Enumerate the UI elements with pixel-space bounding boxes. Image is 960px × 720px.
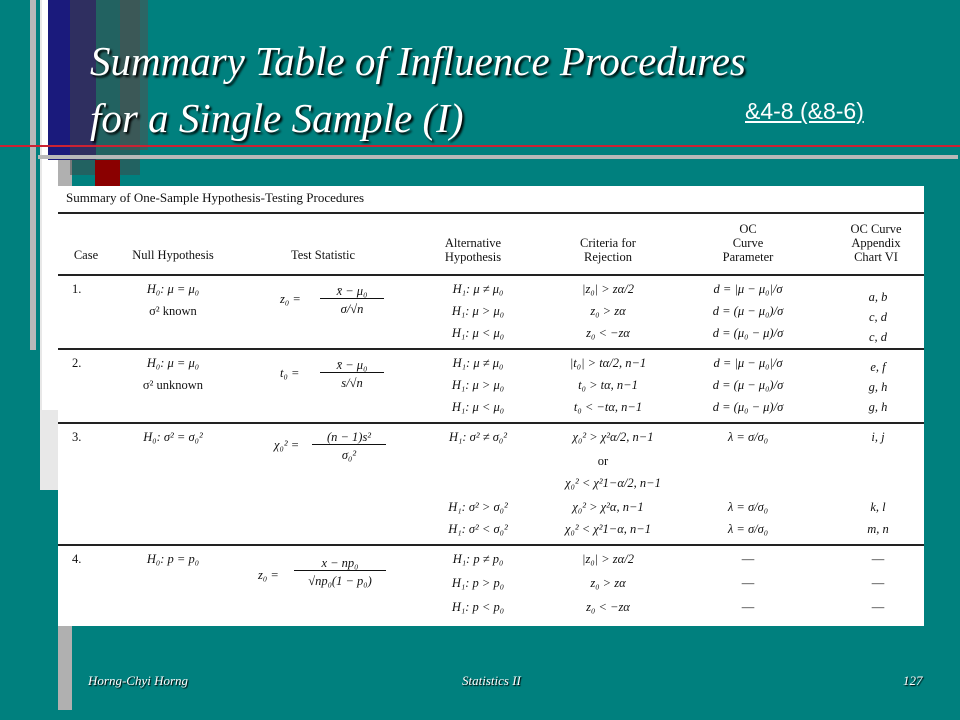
row1-test-lhs: z₀ = [280,292,301,306]
header-oc-l2: Curve [732,236,764,250]
header-chart-l3: Chart VI [854,250,898,264]
row2-alt: H₁: μ ≠ μ₀ [452,356,504,370]
header-alt-l1: Alternative [444,236,502,250]
row3-alt: H₁: σ² < σ₀² [448,522,508,536]
row4-test-num: x − np₀ [294,556,386,571]
row1-null-l1: H₀: μ = μ₀ [146,282,200,296]
row1-oc: d = |μ − μ₀|/σ [713,282,783,296]
row2-crit: t₀ < −tα, n−1 [573,400,643,414]
header-case: Case [73,248,99,262]
row3-chart: m, n [867,522,889,536]
header-oc-l3: Parameter [722,250,774,264]
header-oc-l1: OC [739,222,757,236]
row1-crit: z₀ < −zα [586,326,630,340]
row3-test-lhs: χ₀² = [274,438,300,452]
row1-oc: d = (μ₀ − μ)/σ [712,326,784,340]
row4-oc: — [741,600,755,614]
decor-rule-grey [38,155,958,159]
row4-crit: z₀ > zα [590,576,626,590]
row2-test-num: x̄ − μ₀ [320,358,384,373]
slide-title [90,33,746,147]
row1-null-l2: σ² known [149,304,197,318]
row3-chart: k, l [870,500,886,514]
header-chart [826,222,924,264]
row4-alt: H₁: p < p₀ [451,600,505,614]
header-crit [548,236,668,264]
row2-chart: e, f [870,360,886,374]
row1-crit: z₀ > zα [590,304,626,318]
row4-test-den: √np₀(1 − p₀) [308,574,372,588]
header-oc [698,222,798,264]
row2-oc: d = (μ₀ − μ)/σ [712,400,784,414]
row2-oc: d = (μ − μ₀)/σ [712,378,784,392]
row3-crit: χ₀² > χ²α, n−1 [572,500,644,514]
row1-crit: |z₀| > zα/2 [582,282,634,296]
table-rule [58,422,924,424]
row2-test-lhs: t₀ = [280,366,300,380]
row3-alt: H₁: σ² > σ₀² [448,500,508,514]
header-crit-l2: Rejection [584,250,632,264]
row3-oc: λ = σ/σ₀ [727,430,769,444]
row3-crit: χ₀² > χ²α/2, n−1 [572,430,654,444]
footer-course: Statistics II [462,673,521,688]
slide-title-line1: Summary Table of Influence Procedures [90,38,746,84]
table-caption: Summary of One-Sample Hypothesis-Testing Procedures [66,190,365,205]
row2-alt: H₁: μ < μ₀ [451,400,505,414]
row3-chart: i, j [871,430,885,444]
row4-chart: — [871,552,885,566]
header-crit-l1: Criteria for [580,236,636,250]
row4-alt: H₁: p ≠ p₀ [452,552,504,566]
header-null: Null Hypothesis [132,248,214,262]
summary-table [58,186,924,626]
footer-author: Horng-Chyi Horng [88,673,189,688]
decor-bar-grey [30,0,36,350]
row1-alt: H₁: μ < μ₀ [451,326,505,340]
row1-chart: a, b [868,290,888,304]
row4-oc: — [741,576,755,590]
row3-oc: λ = σ/σ₀ [727,500,769,514]
row4-oc: — [741,552,755,566]
row4-crit: |z₀| > zα/2 [582,552,634,566]
row3-oc: λ = σ/σ₀ [727,522,769,536]
row3-test-num: (n − 1)s² [312,430,386,445]
row3-null-l1: H₀: σ² = σ₀² [143,430,203,444]
row4-test-lhs: z₀ = [258,568,279,582]
row4-crit: z₀ < −zα [586,600,630,614]
row2-alt: H₁: μ > μ₀ [451,378,505,392]
footer-page-number: 127 [903,673,923,688]
table-rule [58,274,924,276]
row2-crit: |t₀| > tα/2, n−1 [569,356,647,370]
row4-chart: — [871,600,885,614]
row1-chart: c, d [868,310,888,324]
row4-null-l1: H₀: p = p₀ [146,552,200,566]
row3-case: 3. [72,430,82,444]
row2-chart: g, h [868,380,888,394]
section-ref-link[interactable]: &4-8 (&8-6) [745,98,864,124]
row2-oc: d = |μ − μ₀|/σ [713,356,783,370]
row2-crit: t₀ > tα, n−1 [578,378,638,392]
row4-alt: H₁: p > p₀ [451,576,505,590]
table-rule [58,348,924,350]
row2-case: 2. [72,356,82,370]
header-chart-l1: OC Curve [850,222,902,236]
row3-crit: χ₀² < χ²1−α, n−1 [565,522,651,536]
row1-chart: c, d [868,330,888,344]
row1-test-den: σ/√n [340,302,364,316]
header-chart-l2: Appendix [851,236,901,250]
table-rule [58,544,924,546]
row3-crit: χ₀² < χ²1−α/2, n−1 [565,476,661,490]
table-rule [58,212,924,214]
row2-null-l2: σ² unknown [142,378,204,392]
header-alt-l2: Hypothesis [444,250,502,264]
row2-null-l1: H₀: μ = μ₀ [146,356,200,370]
row3-crit-or: or [597,454,609,468]
row3-alt: H₁: σ² ≠ σ₀² [449,430,507,444]
row2-test-den: s/√n [341,376,363,390]
header-alt [418,236,528,264]
row1-alt: H₁: μ ≠ μ₀ [452,282,504,296]
row2-chart: g, h [868,400,888,414]
row4-case: 4. [72,552,82,566]
row4-chart: — [871,576,885,590]
row1-test-num: x̄ − μ₀ [320,284,384,299]
row1-oc: d = (μ − μ₀)/σ [712,304,784,318]
slide-title-line2: for a Single Sample (I) [90,95,464,141]
header-test: Test Statistic [290,248,356,262]
row3-test-den: σ₀² [341,448,357,462]
row1-alt: H₁: μ > μ₀ [451,304,505,318]
row1-case: 1. [72,282,82,296]
